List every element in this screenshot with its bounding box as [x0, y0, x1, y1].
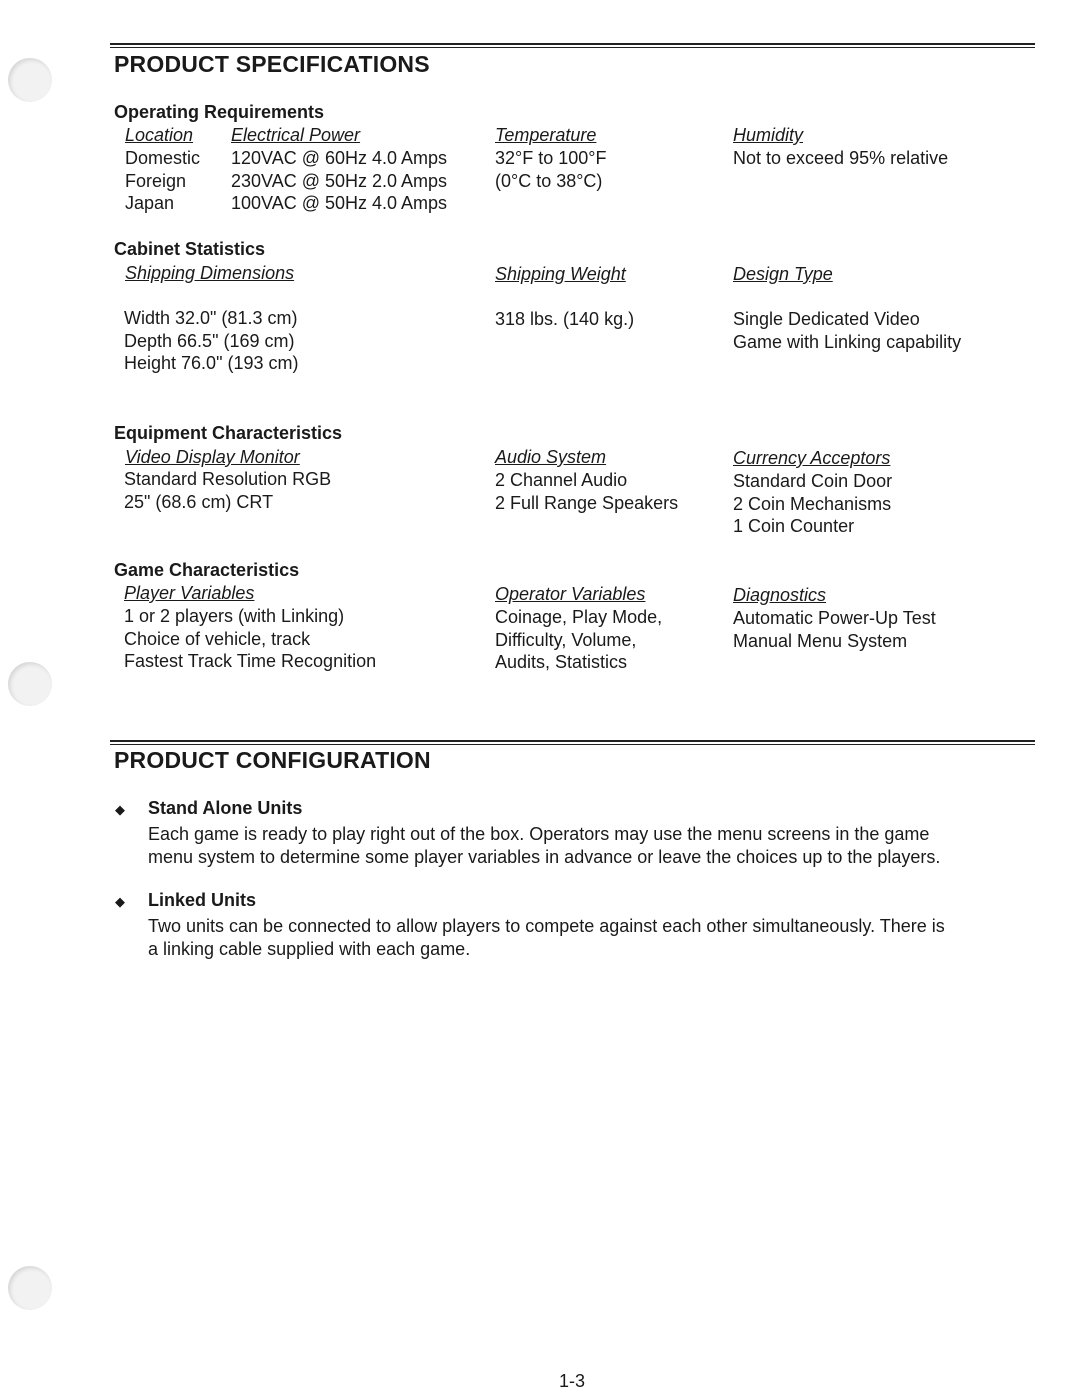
audio-list — [495, 469, 678, 514]
bullet-icon: ◆ — [115, 894, 125, 909]
audio-label: Audio System — [495, 447, 607, 467]
currency-label: Currency Acceptors — [733, 448, 891, 468]
paragraph-line: Two units can be connected to allow players to compete against each other simultaneously. There is — [148, 916, 945, 936]
operator-item: Difficulty, Volume, — [495, 629, 637, 650]
video-item: Standard Resolution RGB — [124, 469, 332, 489]
equipment-heading: Equipment Characteristics — [114, 423, 343, 443]
power-list — [231, 147, 447, 215]
temperature-list — [495, 147, 606, 192]
player-list — [124, 605, 376, 673]
design-item: Game with Linking capability — [733, 331, 962, 352]
video-list — [124, 468, 331, 513]
punch-hole-top — [8, 58, 52, 102]
dimensions-list — [124, 307, 298, 375]
dimension-item: Width 32.0" (81.3 cm) — [124, 308, 298, 328]
section-rule-specs — [110, 43, 1035, 48]
temperature-label: Temperature — [495, 125, 597, 145]
currency-list — [733, 470, 892, 538]
paragraph-line: a linking cable supplied with each game. — [148, 938, 471, 959]
weight-label: Shipping Weight — [495, 264, 626, 284]
weight-value: 318 lbs. (140 kg.) — [495, 309, 635, 329]
stand-alone-text — [148, 823, 1038, 868]
player-label: Player Variables — [124, 583, 255, 603]
video-label: Video Display Monitor — [125, 447, 300, 467]
dimensions-label: Shipping Dimensions — [125, 263, 295, 283]
dimension-item: Height 76.0" (193 cm) — [124, 353, 299, 374]
location-item: Foreign — [125, 170, 187, 191]
temperature-item: 32°F to 100°F — [495, 148, 607, 168]
design-list — [733, 308, 961, 353]
linked-heading: Linked Units — [148, 890, 257, 910]
game-heading: Game Characteristics — [114, 560, 300, 580]
location-item: Domestic — [125, 148, 201, 168]
video-item: 25" (68.6 cm) CRT — [124, 491, 274, 512]
paragraph-line: Each game is ready to play right out of the box. Operators may use the menu screens in the game — [148, 824, 930, 844]
audio-item: 2 Channel Audio — [495, 470, 628, 490]
power-label: Electrical Power — [231, 125, 361, 145]
audio-item: 2 Full Range Speakers — [495, 492, 679, 513]
punch-hole-middle — [8, 662, 52, 706]
operator-item: Coinage, Play Mode, — [495, 607, 663, 627]
player-item: Choice of vehicle, track — [124, 628, 311, 649]
design-label: Design Type — [733, 264, 833, 284]
power-item: 120VAC @ 60Hz 4.0 Amps — [231, 148, 448, 168]
location-list — [125, 147, 200, 215]
operating-heading: Operating Requirements — [114, 102, 325, 122]
linked-text — [148, 915, 1038, 960]
temperature-item: (0°C to 38°C) — [495, 170, 603, 191]
location-label: Location — [125, 125, 194, 145]
dimension-item: Depth 66.5" (169 cm) — [124, 330, 295, 351]
bullet-icon: ◆ — [115, 802, 125, 817]
currency-item: 2 Coin Mechanisms — [733, 493, 892, 514]
diagnostics-item: Manual Menu System — [733, 630, 908, 651]
humidity-label: Humidity — [733, 125, 804, 145]
power-item: 100VAC @ 50Hz 4.0 Amps — [231, 193, 448, 214]
diagnostics-item: Automatic Power-Up Test — [733, 608, 936, 628]
diagnostics-list — [733, 607, 936, 652]
page-number: 1-3 — [559, 1371, 586, 1391]
diagnostics-label: Diagnostics — [733, 585, 827, 605]
punch-hole-bottom — [8, 1266, 52, 1310]
operator-list — [495, 606, 662, 674]
player-item: Fastest Track Time Recognition — [124, 651, 377, 672]
paragraph-line: menu system to determine some player variables in advance or leave the choices up to the players. — [148, 846, 941, 867]
location-item: Japan — [125, 193, 175, 214]
stand-alone-heading: Stand Alone Units — [148, 798, 303, 818]
section-rule-config — [110, 740, 1035, 745]
currency-item: 1 Coin Counter — [733, 516, 855, 537]
humidity-value: Not to exceed 95% relative — [733, 148, 949, 168]
player-item: 1 or 2 players (with Linking) — [124, 606, 345, 626]
operator-item: Audits, Statistics — [495, 652, 628, 673]
design-item: Single Dedicated Video — [733, 309, 920, 329]
currency-item: Standard Coin Door — [733, 471, 893, 491]
operator-label: Operator Variables — [495, 584, 646, 604]
cabinet-heading: Cabinet Statistics — [114, 239, 266, 259]
power-item: 230VAC @ 50Hz 2.0 Amps — [231, 170, 448, 191]
specs-title: PRODUCT SPECIFICATIONS — [114, 51, 430, 77]
config-title: PRODUCT CONFIGURATION — [114, 747, 431, 773]
